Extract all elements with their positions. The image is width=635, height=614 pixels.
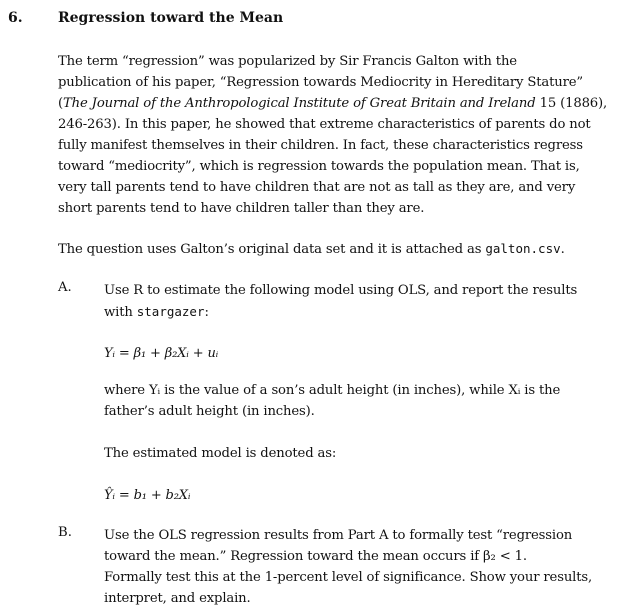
model-equation: Yᵢ = β₁ + β₂Xᵢ + uᵢ bbox=[104, 346, 219, 361]
part-b-instructions bbox=[104, 525, 619, 609]
dataset-end: . bbox=[560, 242, 565, 257]
intro-line: fully manifest themselves in their children. In fact, these characteristics regress bbox=[58, 138, 583, 153]
intro-line: publication of his paper, “Regression towards Mediocrity in Hereditary Stature” bbox=[58, 75, 583, 90]
intro-line: toward “mediocrity”, which is regression towards the population mean. That is, bbox=[58, 159, 580, 174]
stargazer-code: stargazer bbox=[136, 304, 205, 319]
dataset-paragraph bbox=[58, 238, 618, 260]
part-b-line: Formally test this at the 1-percent level of significance. Show your results, bbox=[104, 570, 593, 585]
part-a-label: A. bbox=[58, 280, 72, 295]
where-line: where Yᵢ is the value of a son’s adult height (in inches), while Xᵢ is the bbox=[104, 383, 561, 398]
intro-paragraph bbox=[58, 51, 618, 219]
citation-open: ( bbox=[58, 96, 63, 111]
citation-volume: 15 (1886), bbox=[535, 96, 608, 111]
dataset-filename: galton.csv bbox=[485, 241, 561, 256]
part-a-with: with bbox=[104, 305, 137, 320]
part-b-line: Use the OLS regression results from Part A to formally test “regression bbox=[104, 528, 573, 543]
estimated-equation: Ŷᵢ = b₁ + b₂Xᵢ bbox=[104, 488, 191, 503]
part-b-label: B. bbox=[58, 525, 72, 540]
part-b-line: interpret, and explain. bbox=[104, 591, 251, 606]
where-line: father’s adult height (in inches). bbox=[104, 404, 315, 419]
part-a-instructions bbox=[104, 280, 619, 323]
dataset-text: The question uses Galton’s original data set and it is attached as bbox=[58, 242, 486, 257]
journal-name: The Journal of the Anthropological Institute of Great Britain and Ireland bbox=[63, 96, 536, 111]
part-b-line: toward the mean.” Regression toward the mean occurs if β₂ < 1. bbox=[104, 549, 527, 564]
question-title: Regression toward the Mean bbox=[58, 10, 284, 26]
intro-line-citation bbox=[58, 93, 618, 114]
part-a-line: Use R to estimate the following model using OLS, and report the results bbox=[104, 283, 578, 298]
intro-line: 246-263). In this paper, he showed that extreme characteristics of parents do not bbox=[58, 117, 591, 132]
intro-line: short parents tend to have children taller than they are. bbox=[58, 201, 425, 216]
question-number: 6. bbox=[8, 10, 23, 26]
estimated-model-text: The estimated model is denoted as: bbox=[104, 446, 337, 461]
variable-definitions bbox=[104, 380, 619, 422]
part-a-colon: : bbox=[204, 305, 209, 320]
intro-line: The term “regression” was popularized by Sir Francis Galton with the bbox=[58, 54, 517, 69]
part-a-line bbox=[104, 301, 619, 323]
intro-line: very tall parents tend to have children that are not as tall as they are, and very bbox=[58, 180, 576, 195]
